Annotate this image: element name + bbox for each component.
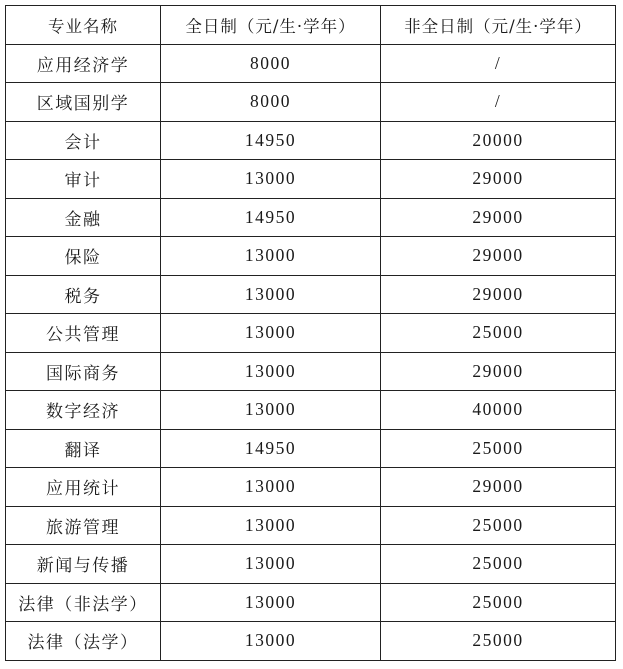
header-part-time-fee: 非全日制（元/生·学年）	[381, 6, 616, 45]
header-full-time-fee: 全日制（元/生·学年）	[161, 6, 381, 45]
full-time-fee-cell: 8000	[161, 44, 381, 83]
part-time-fee-cell: 25000	[381, 583, 616, 622]
major-name-cell: 金融	[6, 198, 161, 237]
major-name-cell: 数字经济	[6, 391, 161, 430]
table-row	[6, 198, 616, 237]
major-name-cell: 应用统计	[6, 468, 161, 507]
major-name-cell: 保险	[6, 237, 161, 276]
table-row	[6, 506, 616, 545]
part-time-fee-cell: 29000	[381, 468, 616, 507]
full-time-fee-cell: 14950	[161, 198, 381, 237]
part-time-fee-cell: 25000	[381, 314, 616, 353]
header-major-name: 专业名称	[6, 6, 161, 45]
part-time-fee-cell: 25000	[381, 506, 616, 545]
tuition-table	[5, 5, 616, 661]
table-row	[6, 121, 616, 160]
major-name-cell: 法律（法学）	[6, 622, 161, 661]
full-time-fee-cell: 13000	[161, 314, 381, 353]
part-time-fee-cell: 25000	[381, 622, 616, 661]
part-time-fee-cell: 29000	[381, 198, 616, 237]
table-body	[6, 44, 616, 660]
major-name-cell: 应用经济学	[6, 44, 161, 83]
full-time-fee-cell: 13000	[161, 160, 381, 199]
part-time-fee-cell: 40000	[381, 391, 616, 430]
part-time-fee-cell: 25000	[381, 545, 616, 584]
full-time-fee-cell: 8000	[161, 83, 381, 122]
table-row	[6, 83, 616, 122]
table-row	[6, 429, 616, 468]
table-row	[6, 237, 616, 276]
table-row	[6, 314, 616, 353]
full-time-fee-cell: 13000	[161, 506, 381, 545]
part-time-fee-cell: 29000	[381, 237, 616, 276]
part-time-fee-cell: 29000	[381, 275, 616, 314]
table-row	[6, 391, 616, 430]
major-name-cell: 国际商务	[6, 352, 161, 391]
full-time-fee-cell: 13000	[161, 622, 381, 661]
major-name-cell: 法律（非法学）	[6, 583, 161, 622]
full-time-fee-cell: 13000	[161, 275, 381, 314]
full-time-fee-cell: 13000	[161, 545, 381, 584]
part-time-fee-cell: 29000	[381, 352, 616, 391]
full-time-fee-cell: 13000	[161, 352, 381, 391]
major-name-cell: 区域国别学	[6, 83, 161, 122]
table-row	[6, 622, 616, 661]
major-name-cell: 公共管理	[6, 314, 161, 353]
major-name-cell: 审计	[6, 160, 161, 199]
table-header-row	[6, 6, 616, 45]
major-name-cell: 新闻与传播	[6, 545, 161, 584]
full-time-fee-cell: 14950	[161, 121, 381, 160]
part-time-fee-cell: /	[381, 44, 616, 83]
table-row	[6, 583, 616, 622]
full-time-fee-cell: 13000	[161, 468, 381, 507]
full-time-fee-cell: 13000	[161, 237, 381, 276]
table-row	[6, 275, 616, 314]
major-name-cell: 会计	[6, 121, 161, 160]
part-time-fee-cell: 20000	[381, 121, 616, 160]
part-time-fee-cell: 25000	[381, 429, 616, 468]
major-name-cell: 税务	[6, 275, 161, 314]
part-time-fee-cell: 29000	[381, 160, 616, 199]
table-row	[6, 545, 616, 584]
table-row	[6, 160, 616, 199]
part-time-fee-cell: /	[381, 83, 616, 122]
full-time-fee-cell: 13000	[161, 391, 381, 430]
major-name-cell: 旅游管理	[6, 506, 161, 545]
table-row	[6, 44, 616, 83]
full-time-fee-cell: 14950	[161, 429, 381, 468]
table-row	[6, 352, 616, 391]
full-time-fee-cell: 13000	[161, 583, 381, 622]
tuition-table-container	[5, 5, 616, 661]
table-row	[6, 468, 616, 507]
major-name-cell: 翻译	[6, 429, 161, 468]
